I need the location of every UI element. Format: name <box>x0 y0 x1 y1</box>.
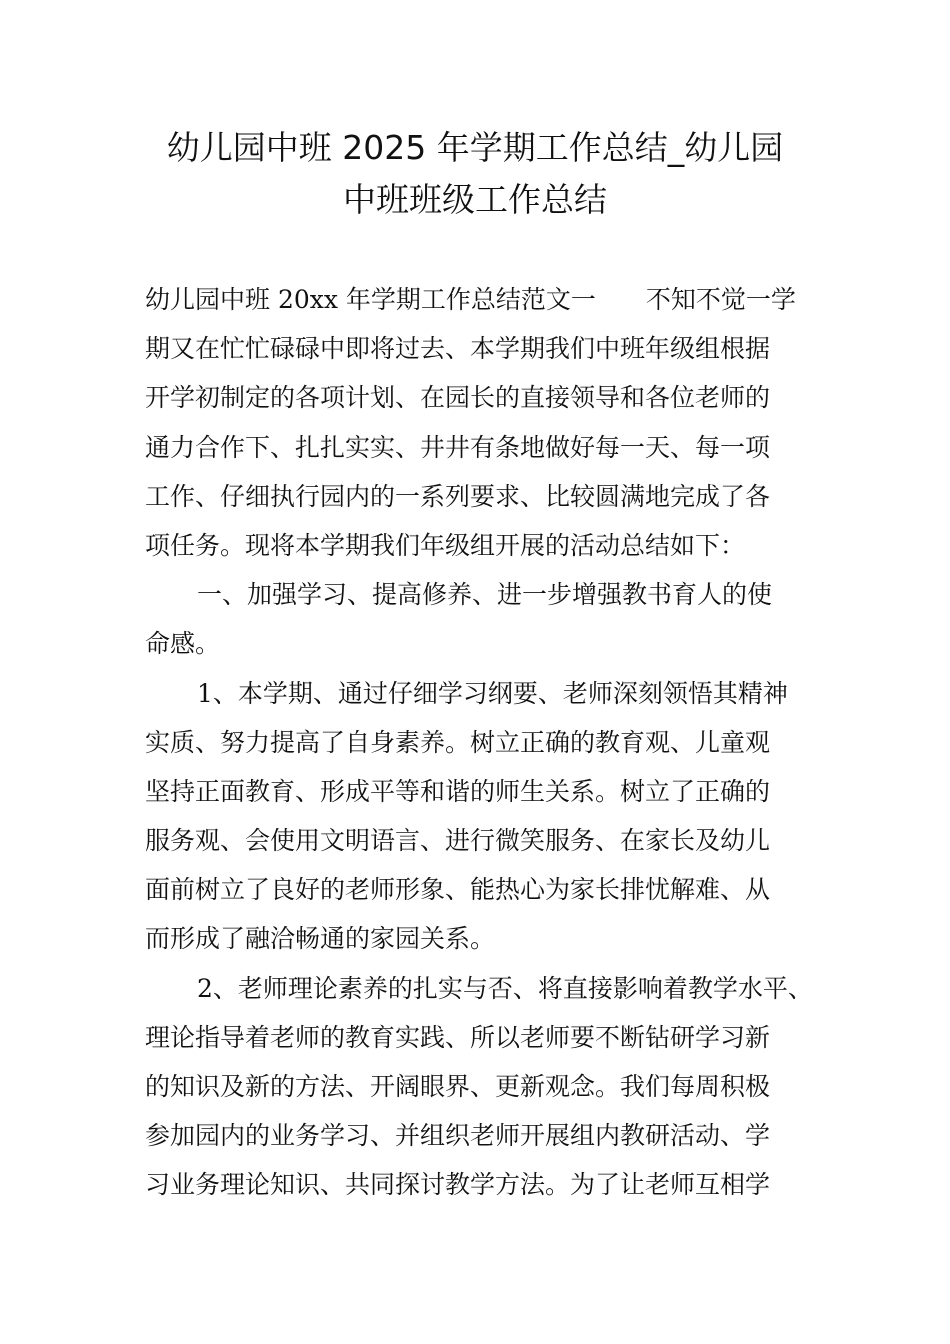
body-line: 通力合作下、扎扎实实、井井有条地做好每一天、每一项 <box>145 432 771 462</box>
body-line: 的知识及新的方法、开阔眼界、更新观念。我们每周积极 <box>145 1072 771 1101</box>
document-body <box>145 275 835 1210</box>
title-line: 幼儿园中班 2025 年学期工作总结_幼儿园 <box>166 128 784 167</box>
body-line: 幼儿园中班 20xx 年学期工作总结范文一 不知不觉一学 <box>145 285 796 314</box>
body-line: 一、加强学习、提高修养、进一步增强教书育人的使 <box>197 580 773 610</box>
body-line: 习业务理论知识、共同探讨教学方法。为了让老师互相学 <box>145 1170 771 1200</box>
body-line: 实质、努力提高了自身素养。树立正确的教育观、儿童观 <box>145 727 771 757</box>
body-line: 参加园内的业务学习、并组织老师开展组内教研活动、学 <box>145 1121 771 1151</box>
body-line: 而形成了融洽畅通的家园关系。 <box>145 924 496 954</box>
body-line: 理论指导着老师的教育实践、所以老师要不断钻研学习新 <box>145 1022 771 1052</box>
body-line: 项任务。现将本学期我们年级组开展的活动总结如下： <box>145 530 746 560</box>
title-line: 中班班级工作总结 <box>343 180 607 219</box>
body-line: 命感。 <box>145 629 221 659</box>
body-line: 开学初制定的各项计划、在园长的直接领导和各位老师的 <box>145 383 771 413</box>
body-line: 服务观、会使用文明语言、进行微笑服务、在家长及幼儿 <box>145 826 771 856</box>
document-title <box>100 122 850 226</box>
body-line: 工作、仔细执行园内的一系列要求、比较圆满地完成了各 <box>145 481 771 511</box>
body-line: 1、本学期、通过仔细学习纲要、老师深刻领悟其精神 <box>197 678 788 708</box>
body-line: 面前树立了良好的老师形象、能热心为家长排忧解难、从 <box>145 875 771 905</box>
body-line: 期又在忙忙碌碌中即将过去、本学期我们中班年级组根据 <box>145 334 771 364</box>
body-line: 2、老师理论素养的扎实与否、将直接影响着教学水平、 <box>197 973 813 1003</box>
body-line: 坚持正面教育、形成平等和谐的师生关系。树立了正确的 <box>145 776 771 806</box>
